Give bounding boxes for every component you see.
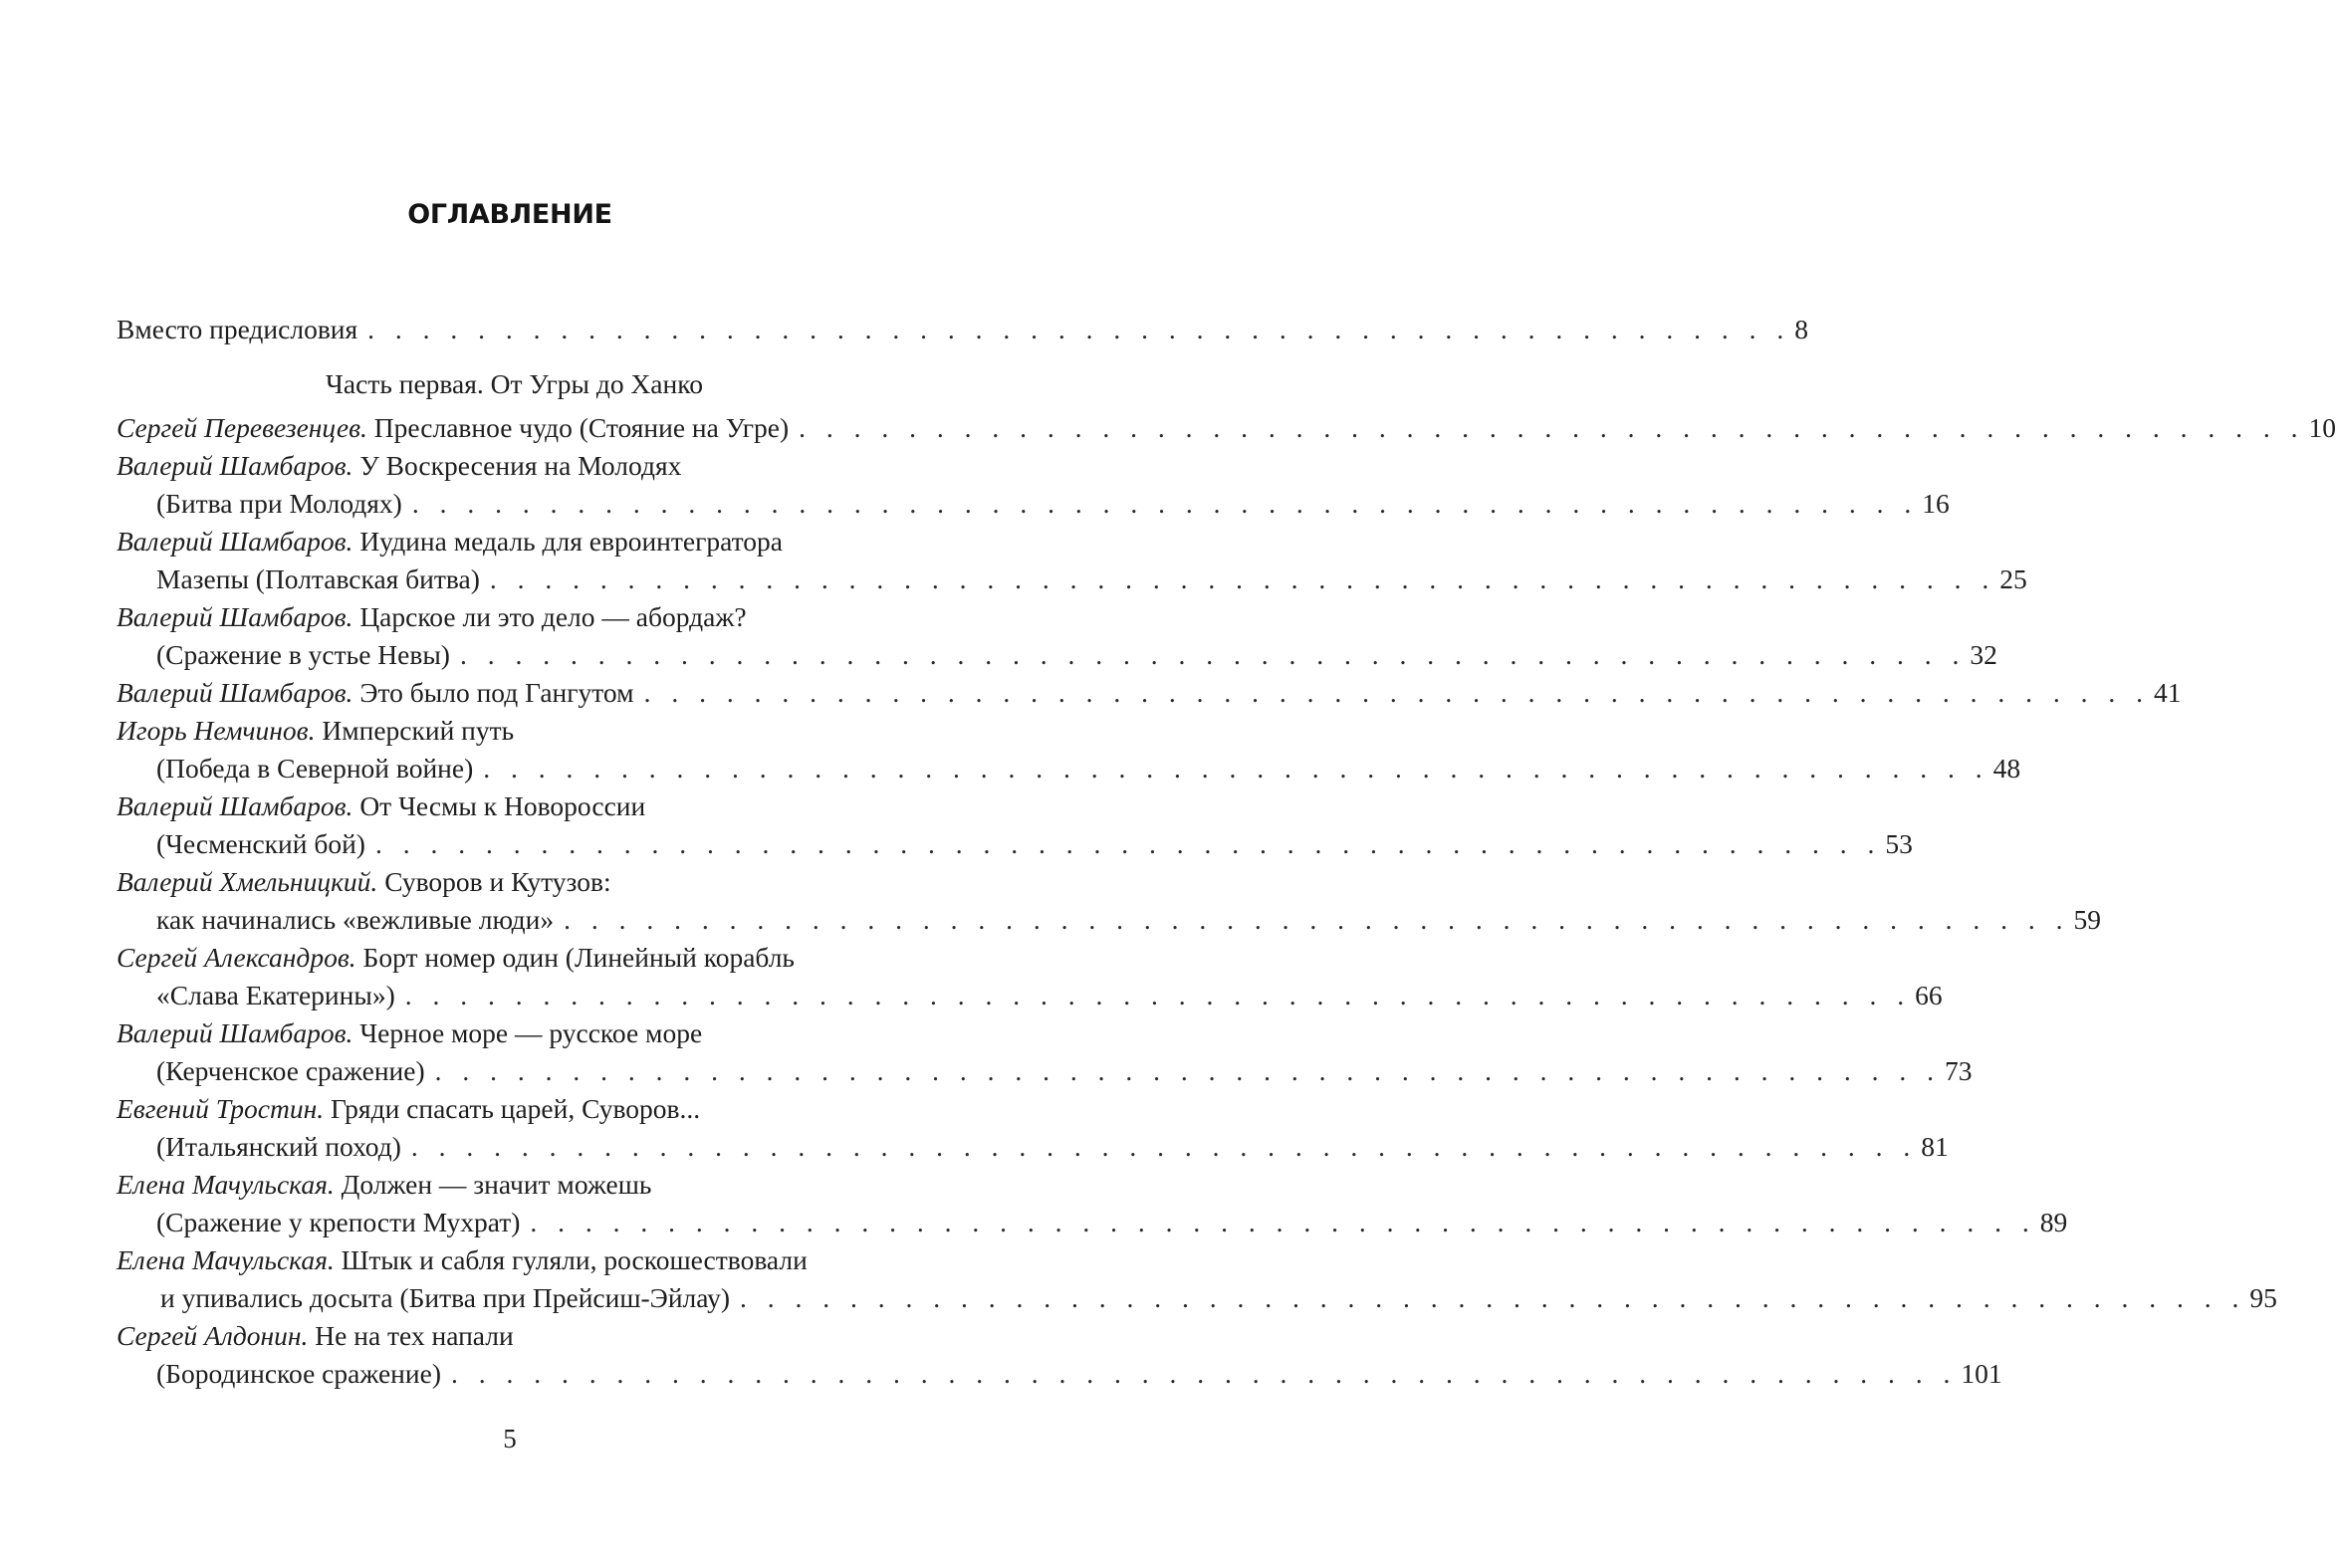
part-title: Часть первая. От Угры до Ханко [326, 368, 703, 399]
toc-entry-line [117, 1317, 898, 1355]
toc-entry[interactable] [117, 409, 2336, 447]
page-number: 5 [503, 1424, 517, 1454]
toc-entry-line [117, 447, 898, 485]
toc-entry-author: Валерий Шамбаров. [117, 790, 353, 821]
toc-entry-line [117, 1166, 898, 1204]
toc-entry-author: Валерий Шамбаров. [117, 526, 353, 557]
toc-page-number: 25 [1999, 563, 2027, 594]
toc-entry-text [117, 939, 795, 977]
toc-entry-line [117, 1014, 898, 1052]
toc-entry-author: Валерий Хмельницкий. [117, 866, 378, 897]
toc-entry-text [117, 598, 747, 636]
toc-entry[interactable] [117, 712, 2021, 787]
toc-entry-text [117, 1241, 808, 1279]
toc-entry-title: У Воскресения на Молодях [359, 450, 682, 481]
toc-entry-text [117, 1014, 702, 1052]
toc-entry-continuation [117, 1279, 2277, 1317]
table-of-contents [117, 311, 2336, 1393]
toc-entry[interactable] [117, 787, 1913, 863]
toc-page-number: 66 [1915, 980, 1943, 1010]
toc-entry-title: Преславное чудо (Стояние на Угре) [373, 412, 790, 443]
toc-entry-line [117, 523, 898, 560]
toc-entry-title: Должен — значит можешь [341, 1169, 652, 1200]
toc-entry[interactable] [117, 1090, 1949, 1166]
toc-entry-title-continued: (Керченское сражение) [156, 1055, 425, 1086]
toc-entry[interactable] [117, 523, 2027, 598]
toc-entry-author: Евгений Тростин. [117, 1093, 325, 1124]
toc-entry[interactable] [117, 598, 1997, 674]
dot-leader: . . . . . . . . . . . . . . . . . . . . . . . . . . . . . . . . . . . . . . . . . . . . . . . . . . . . . . . [799, 412, 2305, 443]
toc-page-number: 89 [2039, 1207, 2068, 1237]
toc-entry-title: Царское ли это дело — абордаж? [359, 601, 747, 632]
toc-entry-title: Иудина медаль для евроинтегратора [359, 526, 783, 557]
toc-entry-line [117, 409, 2336, 447]
toc-page-number: 53 [1885, 828, 1913, 859]
toc-entry-text [117, 409, 789, 447]
toc-entry-title: Гряди спасать царей, Суворов... [331, 1093, 701, 1124]
toc-entry-continuation [117, 1355, 2002, 1393]
toc-entry-title-continued: (Чесменский бой) [156, 828, 365, 859]
toc-entry-line [117, 674, 2182, 712]
toc-entry-title-continued: Мазепы (Полтавская битва) [156, 563, 480, 594]
toc-entry[interactable] [117, 447, 1950, 523]
dot-leader: . . . . . . . . . . . . . . . . . . . . . . . . . . . . . . . . . . . . . . . . . . . . . . . . . . . . . . . [459, 639, 1967, 670]
toc-entry-continuation [117, 1128, 1949, 1166]
dot-leader: . . . . . . . . . . . . . . . . . . . . . . . . . . . . . . . . . . . . . . . . . . . . . . . . . . . . . . . [374, 828, 1882, 859]
toc-entry-text [117, 523, 783, 560]
dot-leader: . . . . . . . . . . . . . . . . . . . . . . . . . . . . . . . . . . . . . . . . . . . . . . . . . . . . . . . [404, 980, 1912, 1010]
toc-entry-author: Игорь Немчинов. [117, 715, 316, 746]
toc-entry-line [117, 598, 898, 636]
toc-entry[interactable] [117, 939, 1943, 1014]
toc-entry-title: Вместо предисловия [117, 314, 358, 344]
toc-entry-continuation [117, 560, 2027, 598]
toc-entry-line [117, 939, 898, 977]
dot-leader: . . . . . . . . . . . . . . . . . . . . . . . . . . . . . . . . . . . . . . . . . . . . . . . . . . . . . . . [450, 1358, 1958, 1389]
toc-entry-continuation [117, 1204, 2068, 1241]
toc-entry-title-continued: (Итальянский поход) [156, 1131, 401, 1162]
dot-leader: . . . . . . . . . . . . . . . . . . . . . . . . . . . . . . . . . . . . . . . . . . . . . . . . . . . . . . . [643, 677, 2150, 708]
dot-leader: . . . . . . . . . . . . . . . . . . . . . . . . . . . . . . . . . . . . . . . . . . . . . . . . . . . . . . . [410, 1131, 1918, 1162]
toc-entry-text [117, 863, 611, 901]
toc-page-number: 32 [1970, 639, 1997, 670]
toc-entry-title-continued: (Победа в Северной войне) [156, 753, 474, 784]
toc-entry[interactable] [117, 1241, 2277, 1317]
dot-leader: . . . . . . . . . . . . . . . . . . . . . . . . . . . . . . . . . . . . . . . . . . . . . . . . . . . . . . . [434, 1055, 1941, 1086]
toc-entry-text [117, 674, 634, 712]
toc-entry-line [117, 1241, 898, 1279]
toc-entry-continuation [117, 750, 2021, 787]
toc-entry[interactable] [117, 863, 2101, 939]
toc-entry-title: Черное море — русское море [359, 1017, 703, 1048]
toc-entry-title-continued: как начинались «вежливые люди» [156, 904, 555, 935]
toc-entry-line [117, 787, 898, 825]
toc-page-number: 48 [1992, 753, 2021, 784]
toc-entry-continuation [117, 485, 1950, 523]
toc-page-number: 95 [2249, 1282, 2277, 1313]
dot-leader: . . . . . . . . . . . . . . . . . . . . . . . . . . . . . . . . . . . . . . . . . . . . . . . . . . . . . . . [564, 904, 2070, 935]
toc-entry-title: Суворов и Кутузов: [384, 866, 611, 897]
toc-entry-title: Штык и сабля гуляли, роскошествовали [341, 1244, 808, 1275]
toc-page-number: 73 [1945, 1055, 1973, 1086]
toc-entry-intro[interactable] [117, 311, 1809, 348]
toc-entry-text [117, 1166, 651, 1204]
toc-entry-line [117, 712, 898, 750]
toc-page-number: 81 [1921, 1131, 1949, 1162]
toc-entry-text [117, 787, 645, 825]
toc-entry[interactable] [117, 1317, 2002, 1393]
dot-leader: . . . . . . . . . . . . . . . . . . . . . . . . . . . . . . . . . . . . . . . . . . . . . . . . . . . . . . . [740, 1282, 2246, 1313]
toc-page-number: 101 [1961, 1358, 2002, 1389]
toc-entry-continuation [117, 1052, 1973, 1090]
toc-entry-continuation [117, 825, 1913, 863]
toc-page-number: 8 [1794, 314, 1809, 344]
toc-entry-title-continued: (Бородинское сражение) [156, 1358, 441, 1389]
toc-entry-title-continued: (Сражение в устье Невы) [156, 639, 450, 670]
toc-entry-title: Это было под Гангутом [359, 677, 634, 708]
dot-leader: . . . . . . . . . . . . . . . . . . . . . . . . . . . . . . . . . . . . . . . . . . . . . . . . . . . . [367, 314, 1791, 344]
toc-entry-continuation [117, 636, 1997, 674]
toc-entry-line [117, 1090, 898, 1128]
toc-entry-continuation [117, 977, 1943, 1014]
toc-entry-author: Валерий Шамбаров. [117, 1017, 353, 1048]
toc-entry-text [117, 447, 681, 485]
dot-leader: . . . . . . . . . . . . . . . . . . . . . . . . . . . . . . . . . . . . . . . . . . . . . . . . . . . . . . . [530, 1207, 2036, 1237]
toc-entry[interactable] [117, 674, 2182, 712]
toc-entry-author: Сергей Александров. [117, 942, 356, 973]
toc-entry-author: Сергей Перевезенцев. [117, 412, 367, 443]
toc-entry[interactable] [117, 1166, 2068, 1241]
toc-entry-author: Валерий Шамбаров. [117, 601, 353, 632]
dot-leader: . . . . . . . . . . . . . . . . . . . . . . . . . . . . . . . . . . . . . . . . . . . . . . . . . . . . . . . [483, 753, 1989, 784]
toc-entry-list [117, 409, 2336, 1393]
toc-page-number: 41 [2153, 677, 2182, 708]
toc-entry[interactable] [117, 1014, 1973, 1090]
toc-entry-title: Не на тех напали [315, 1320, 514, 1351]
toc-entry-text [117, 712, 514, 750]
toc-entry-title: Имперский путь [322, 715, 515, 746]
toc-entry-author: Елена Мачульская. [117, 1244, 335, 1275]
toc-page-number: 59 [2073, 904, 2101, 935]
toc-page-number: 10 [2308, 412, 2336, 443]
toc-entry-title: Борт номер один (Линейный корабль [362, 942, 795, 973]
toc-entry-title: От Чесмы к Новороссии [359, 790, 646, 821]
toc-heading: ОГЛАВЛЕНИЕ [407, 199, 612, 230]
toc-entry-text [117, 1317, 514, 1355]
toc-entry-title-continued: (Сражение у крепости Мухрат) [156, 1207, 521, 1237]
toc-entry-text [117, 1090, 700, 1128]
toc-entry-author: Сергей Алдонин. [117, 1320, 309, 1351]
dot-leader: . . . . . . . . . . . . . . . . . . . . . . . . . . . . . . . . . . . . . . . . . . . . . . . . . . . . . . . [411, 488, 1919, 519]
toc-page-number: 16 [1922, 488, 1950, 519]
toc-entry-title-continued: «Слава Екатерины») [156, 980, 395, 1010]
toc-entry-author: Елена Мачульская. [117, 1169, 335, 1200]
toc-entry-title-continued: (Битва при Молодях) [156, 488, 402, 519]
dot-leader: . . . . . . . . . . . . . . . . . . . . . . . . . . . . . . . . . . . . . . . . . . . . . . . . . . . . . . . [489, 563, 1996, 594]
toc-entry-title-continued: и упивались досыта (Битва при Прейсиш-Эйлау) [160, 1282, 730, 1313]
toc-entry-continuation [117, 901, 2101, 939]
toc-entry-author: Валерий Шамбаров. [117, 450, 353, 481]
toc-entry-author: Валерий Шамбаров. [117, 677, 353, 708]
toc-entry-line [117, 863, 898, 901]
